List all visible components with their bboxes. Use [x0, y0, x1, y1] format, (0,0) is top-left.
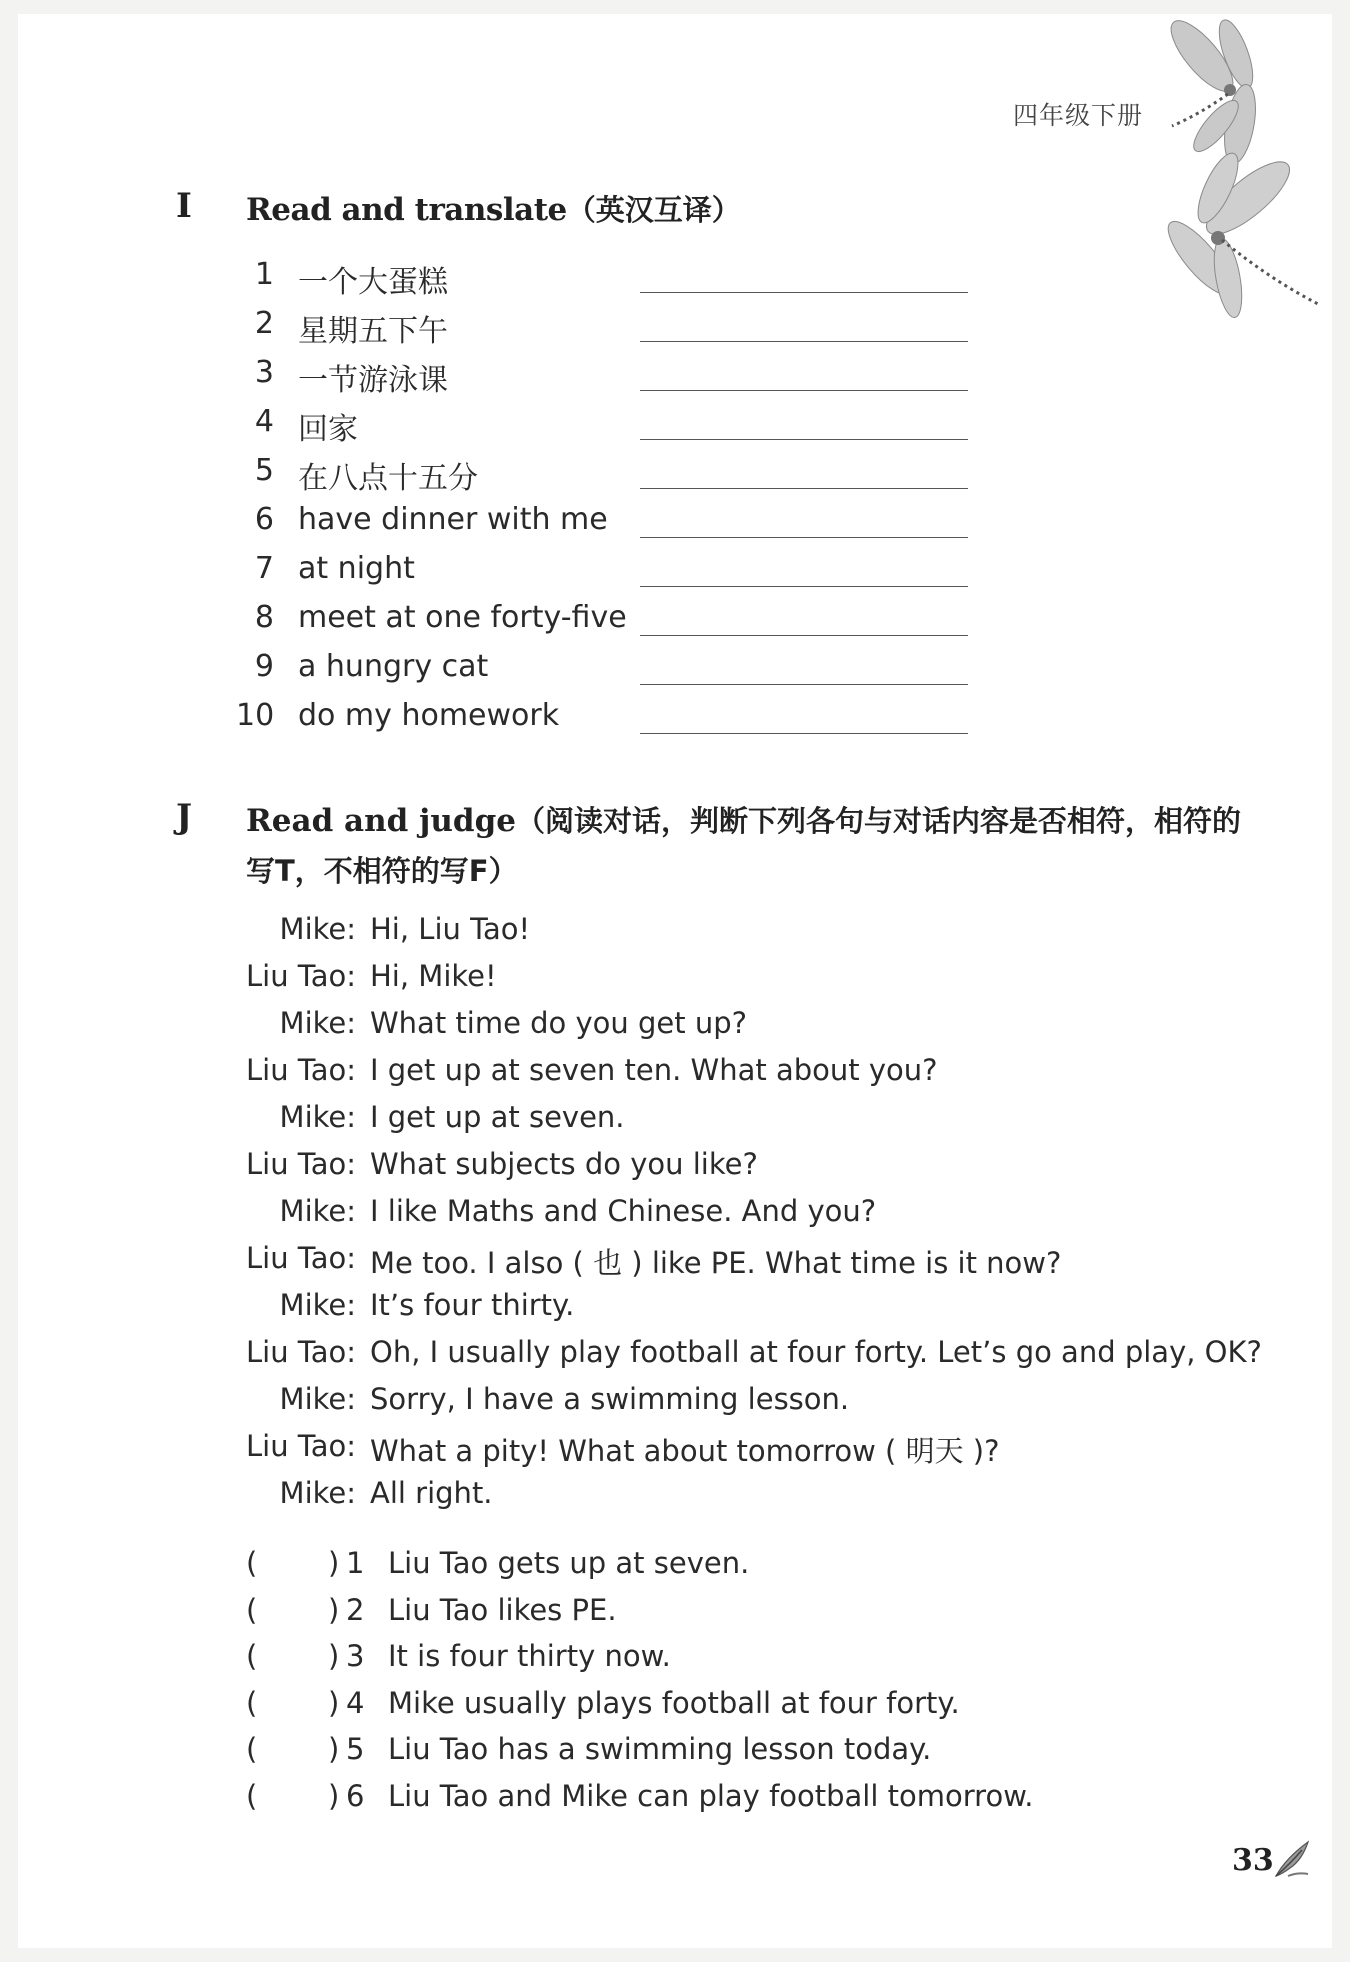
answer-line[interactable] [640, 635, 968, 636]
item-number: 10 [236, 698, 275, 733]
statement-text: Liu Tao gets up at seven. [388, 1546, 750, 1580]
answer-line[interactable] [640, 733, 968, 734]
dialogue-text: All right. [370, 1476, 493, 1510]
answer-blank[interactable] [264, 1734, 326, 1768]
item-number: 7 [254, 551, 274, 586]
judge-statement [246, 1639, 1146, 1686]
judge-statement [246, 1779, 1146, 1826]
dialogue-text: I get up at seven. [370, 1100, 625, 1134]
translate-item [236, 595, 976, 644]
translate-list [236, 252, 976, 742]
judge-statements [246, 1546, 1146, 1825]
leaf-icon [1272, 1838, 1312, 1880]
speaker-label: Liu Tao: [245, 1053, 356, 1087]
answer-line[interactable] [640, 488, 968, 489]
page-number: 33 [1232, 1843, 1274, 1878]
answer-blank[interactable] [264, 1641, 326, 1675]
dialogue-line [240, 1335, 1290, 1382]
translate-item [236, 399, 976, 448]
item-number: 9 [254, 649, 274, 684]
judge-statement [246, 1686, 1146, 1733]
judge-statement [246, 1732, 1146, 1779]
speaker-label: Liu Tao: [245, 1429, 356, 1463]
statement-number: 2 [346, 1592, 365, 1627]
statement-number: 3 [346, 1639, 365, 1673]
dialogue-text: I get up at seven ten. What about you? [370, 1053, 938, 1087]
answer-blank[interactable] [264, 1548, 326, 1582]
answer-line[interactable] [640, 390, 968, 391]
dialogue-line [240, 1053, 1290, 1100]
paren-right: ) [328, 1685, 340, 1720]
dialogue-line [240, 1147, 1290, 1194]
item-phrase: 一节游泳课 [298, 363, 448, 398]
statement-text: Liu Tao has a swimming lesson today. [388, 1732, 932, 1766]
section-j-letter: J [176, 797, 193, 837]
dialogue-text: It’s four thirty. [370, 1288, 575, 1322]
paren-left: ( [246, 1546, 258, 1580]
section-i-letter: I [176, 186, 192, 226]
dragonfly-bottom-decoration [1148, 148, 1328, 358]
section-j-title-en: Read and judge [246, 803, 516, 839]
item-phrase: meet at one forty-five [298, 600, 627, 635]
paren-left: ( [246, 1639, 258, 1673]
item-number: 3 [254, 355, 274, 390]
translate-item [236, 301, 976, 350]
dialogue-line [240, 1429, 1290, 1476]
answer-line[interactable] [640, 537, 968, 538]
dialogue-line [240, 1476, 1290, 1523]
paren-right: ) [328, 1592, 340, 1627]
dialogue-text: What a pity! What about tomorrow ( 明天 )? [370, 1434, 1000, 1468]
paren-left: ( [246, 1685, 258, 1720]
dialogue-line [240, 959, 1290, 1006]
dragonfly-top-decoration [1140, 14, 1280, 164]
paren-left: ( [246, 1778, 258, 1813]
item-phrase: do my homework [298, 698, 560, 733]
statement-text: Liu Tao and Mike can play football tomorrow. [388, 1778, 1034, 1813]
translate-item [236, 546, 976, 595]
item-number: 8 [254, 600, 274, 635]
paren-right: ) [328, 1546, 340, 1580]
translate-item [236, 497, 976, 546]
item-phrase: 在八点十五分 [298, 461, 478, 496]
paren-right: ) [328, 1778, 340, 1813]
judge-statement [246, 1546, 1146, 1593]
dialogue-text: What time do you get up? [370, 1006, 748, 1040]
answer-blank[interactable] [264, 1595, 326, 1629]
dialogue-text: Hi, Mike! [370, 959, 497, 993]
dialogue-line [240, 912, 1290, 959]
speaker-label: Liu Tao: [245, 1241, 356, 1275]
item-phrase: 回家 [298, 412, 358, 447]
paren-left: ( [246, 1592, 258, 1627]
dialogue-text: Me too. I also ( 也 ) like PE. What time is it now? [370, 1246, 1062, 1280]
dialogue-text: I like Maths and Chinese. And you? [370, 1194, 877, 1228]
dialogue [240, 912, 1290, 1523]
statement-text: Liu Tao likes PE. [388, 1592, 617, 1627]
section-i-title-cn: （英汉互译） [566, 193, 741, 227]
judge-statement [246, 1593, 1146, 1640]
paren-right: ) [328, 1732, 340, 1766]
section-i-title [246, 188, 741, 229]
speaker-label: Mike: [279, 1382, 356, 1416]
answer-line[interactable] [640, 292, 968, 293]
section-i-title-en: Read and translate [246, 192, 567, 228]
item-number: 2 [254, 306, 274, 341]
speaker-label: Mike: [279, 1288, 356, 1322]
dialogue-text: Oh, I usually play football at four forty. Let’s go and play, OK? [370, 1335, 1262, 1369]
statement-number: 6 [346, 1778, 365, 1813]
translate-item [236, 693, 976, 742]
dialogue-text: Hi, Liu Tao! [370, 912, 531, 946]
speaker-label: Liu Tao: [245, 959, 356, 993]
paren-left: ( [246, 1732, 258, 1766]
answer-line[interactable] [640, 439, 968, 440]
speaker-label: Mike: [279, 912, 356, 946]
statement-number: 1 [346, 1546, 365, 1580]
answer-blank[interactable] [264, 1688, 326, 1722]
section-j-title [246, 796, 1246, 896]
dialogue-line [240, 1241, 1290, 1288]
speaker-label: Mike: [279, 1194, 356, 1228]
translate-item [236, 252, 976, 301]
speaker-label: Mike: [279, 1006, 356, 1040]
translate-item [236, 644, 976, 693]
section-j-title-cn: （阅读对话，判断下列各句与对话内容是否相符，相符的写T，不相符的写F） [246, 804, 1241, 888]
item-phrase: have dinner with me [298, 502, 608, 537]
dialogue-text: What subjects do you like? [370, 1147, 758, 1181]
item-phrase: at night [298, 551, 415, 586]
grade-label: 四年级下册 [1013, 101, 1144, 130]
answer-line[interactable] [640, 341, 968, 342]
item-number: 1 [254, 257, 274, 292]
dialogue-line [240, 1382, 1290, 1429]
speaker-label: Liu Tao: [245, 1335, 356, 1369]
dialogue-line [240, 1006, 1290, 1053]
paren-right: ) [328, 1639, 340, 1673]
dialogue-line [240, 1100, 1290, 1147]
speaker-label: Mike: [279, 1100, 356, 1134]
item-phrase: 星期五下午 [298, 314, 448, 349]
answer-line[interactable] [640, 684, 968, 685]
item-number: 4 [254, 404, 274, 439]
dialogue-line [240, 1288, 1290, 1335]
item-phrase: 一个大蛋糕 [298, 265, 448, 300]
answer-line[interactable] [640, 586, 968, 587]
statement-text: It is four thirty now. [388, 1639, 671, 1673]
item-phrase: a hungry cat [298, 649, 489, 684]
translate-item [236, 448, 976, 497]
item-number: 5 [254, 453, 274, 488]
statement-number: 4 [346, 1685, 365, 1720]
answer-blank[interactable] [264, 1781, 326, 1815]
speaker-label: Mike: [279, 1476, 356, 1510]
translate-item [236, 350, 976, 399]
dialogue-text: Sorry, I have a swimming lesson. [370, 1382, 850, 1416]
statement-text: Mike usually plays football at four forty. [388, 1685, 960, 1720]
speaker-label: Liu Tao: [245, 1147, 356, 1181]
statement-number: 5 [346, 1732, 365, 1766]
dialogue-line [240, 1194, 1290, 1241]
item-number: 6 [254, 502, 274, 537]
